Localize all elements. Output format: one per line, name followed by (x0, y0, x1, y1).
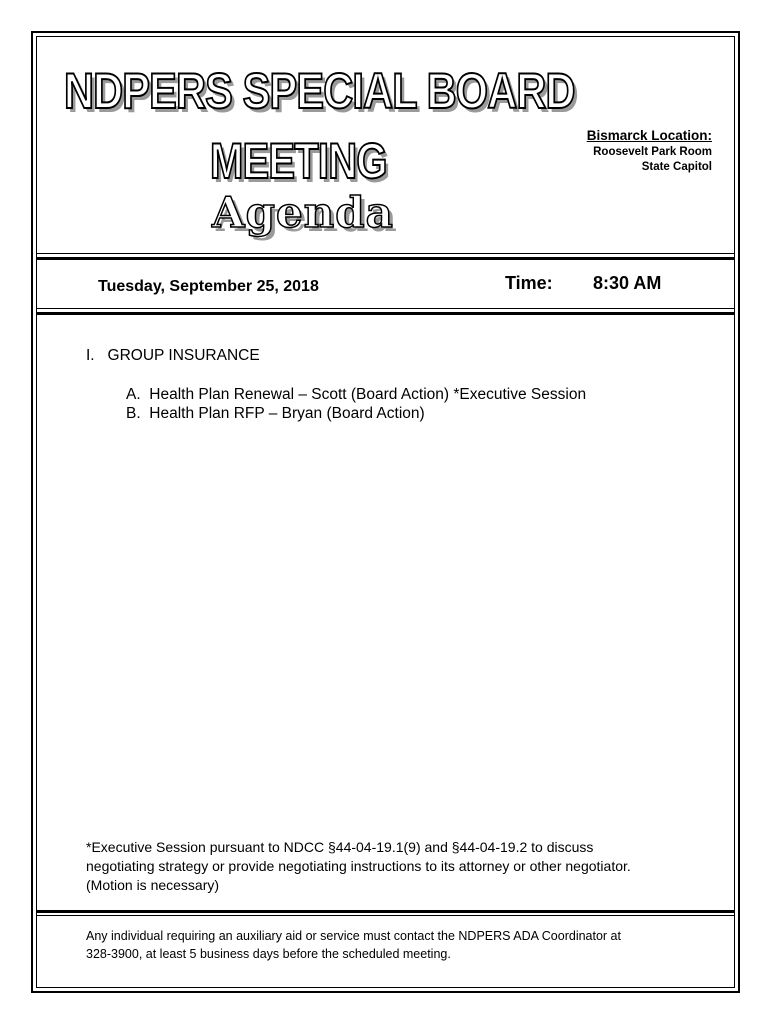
divider (36, 257, 735, 260)
title-agenda: Agenda (212, 188, 394, 237)
title-line-2: MEETING (210, 133, 387, 189)
divider (36, 915, 735, 916)
title-line-1: NDPERS SPECIAL BOARD (64, 63, 575, 119)
divider (36, 312, 735, 315)
footer-line: 328-3900, at least 5 business days before the scheduled meeting. (86, 947, 451, 961)
location-heading: Bismarck Location: (586, 128, 712, 143)
location-room: Roosevelt Park Room (593, 146, 712, 158)
time-value: 8:30 AM (593, 273, 662, 293)
location-building: State Capitol (641, 161, 712, 173)
divider (36, 308, 735, 309)
executive-session-note (86, 838, 716, 895)
agenda-item: A. Health Plan Renewal – Scott (Board Action) *Executive Session (126, 386, 587, 403)
agenda-item: B. Health Plan RFP – Bryan (Board Action) (126, 405, 425, 422)
divider (36, 253, 735, 254)
note-line: negotiating strategy or provide negotiating instructions to its attorney or other negotiator. (86, 858, 631, 874)
note-line: (Motion is necessary) (86, 877, 220, 893)
footer-line: Any individual requiring an auxiliary aid or service must contact the NDPERS ADA Coordinator at (86, 929, 621, 943)
agenda-section-heading: I. GROUP INSURANCE (86, 347, 260, 364)
note-line: *Executive Session pursuant to NDCC §44-04-19.1(9) and §44-04-19.2 to discuss (86, 839, 594, 855)
meeting-date: Tuesday, September 25, 2018 (98, 278, 319, 295)
time-label: Time: (505, 273, 553, 293)
divider (36, 910, 735, 913)
ada-footer (86, 927, 716, 963)
